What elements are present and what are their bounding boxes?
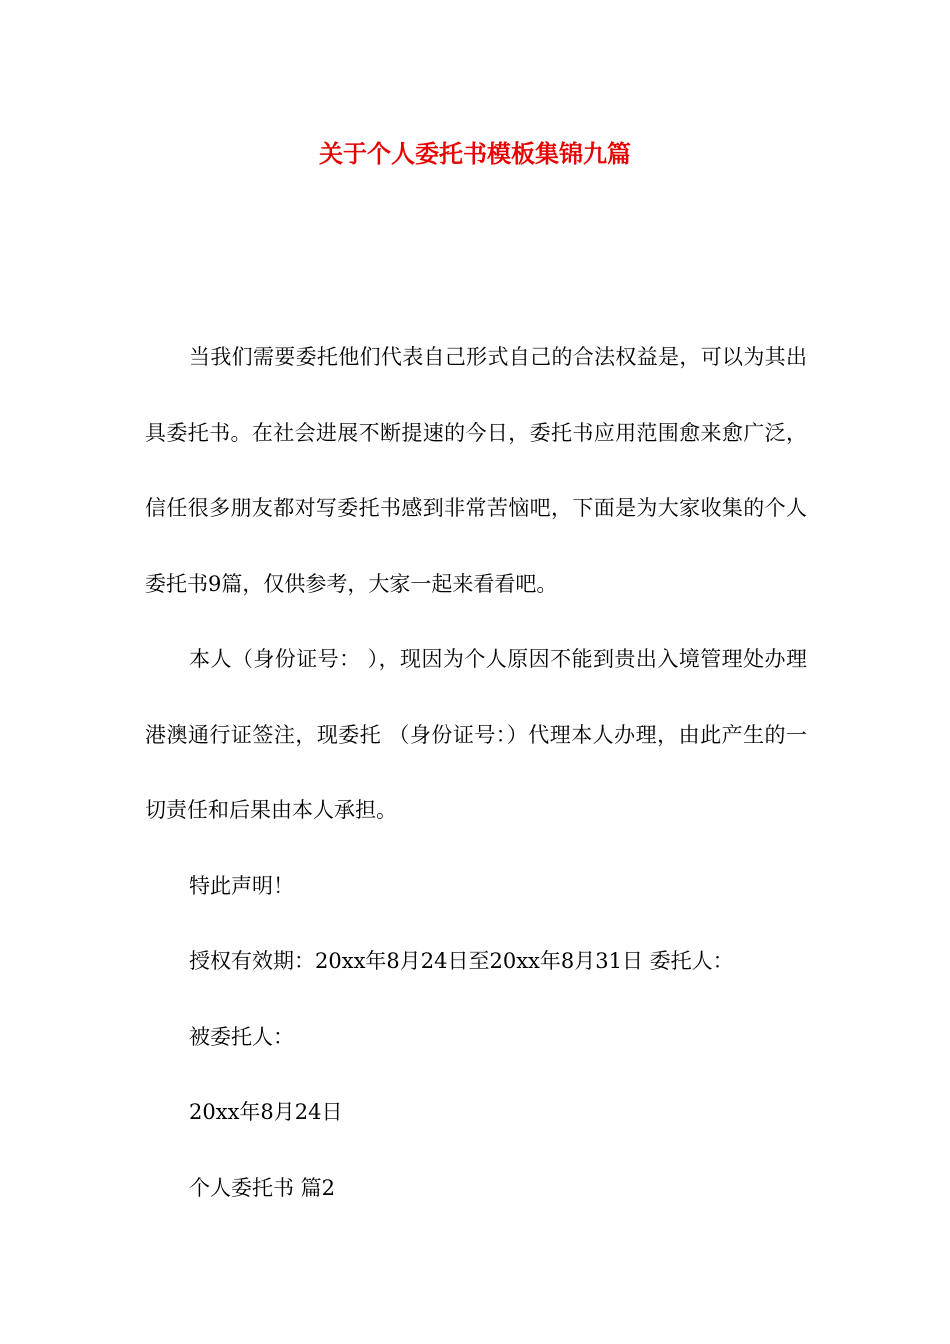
declaration-line: 特此声明！	[189, 873, 294, 898]
document-body	[145, 320, 807, 1226]
document-title: 关于个人委托书模板集锦九篇	[319, 139, 631, 168]
trustee-line: 被委托人：	[189, 1024, 294, 1049]
date-line: 20xx年8月24日	[189, 1100, 343, 1124]
statement-paragraph: 本人（身份证号： ），现因为个人原因不能到贵出入境管理处办理港澳通行证签注，现委托 （身份证号：）代理本人办理，由此产生的一切责任和后果由本人承担。	[145, 647, 807, 822]
validity-period-line: 授权有效期：20xx年8月24日至20xx年8月31日 委托人：	[189, 949, 734, 973]
section-heading: 个人委托书 篇2	[189, 1175, 336, 1200]
intro-paragraph: 当我们需要委托他们代表自己形式自己的合法权益是，可以为其出具委托书。在社会进展不断提速的今日，委托书应用范围愈来愈广泛，信任很多朋友都对写委托书感到非常苦恼吧，下面是为大家收集的个人委托书9篇，仅供参考，大家一起来看看吧。	[145, 345, 807, 596]
